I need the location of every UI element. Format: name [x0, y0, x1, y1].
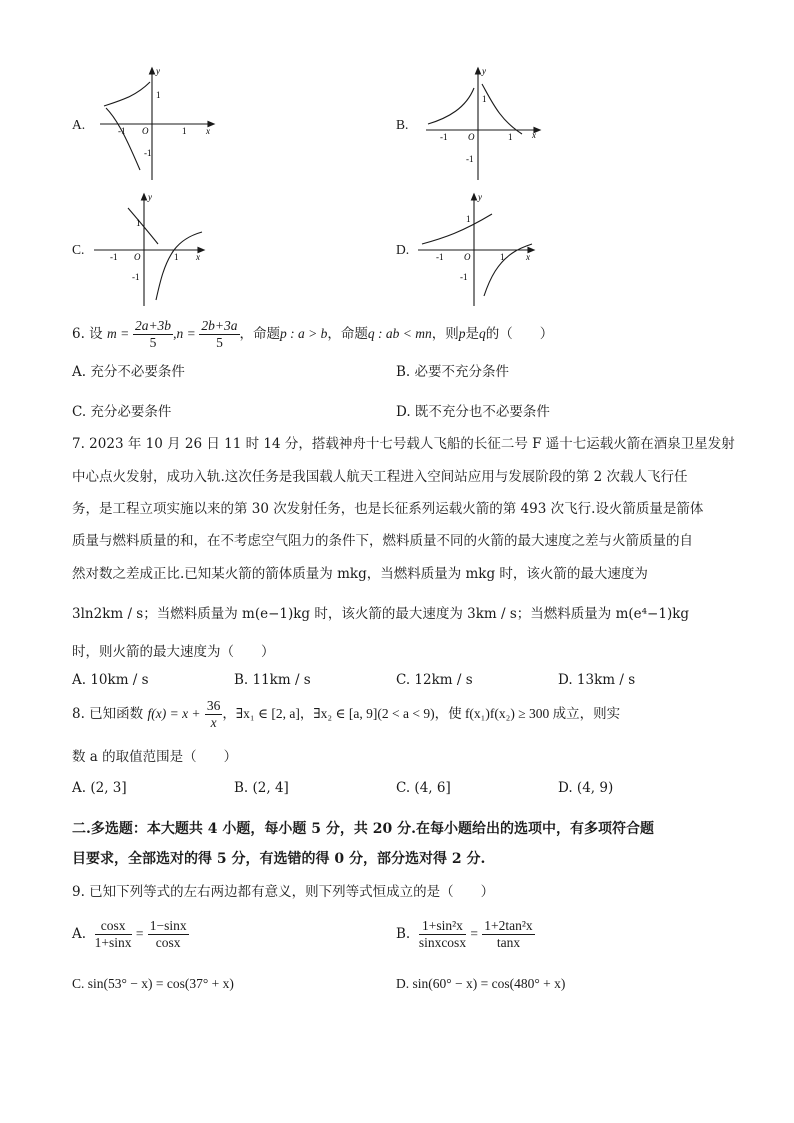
q9-option-c[interactable]: C. sin(53° − x) = cos(37° + x): [72, 976, 234, 991]
svg-text:1: 1: [508, 132, 513, 142]
curve-a-upper: [104, 82, 150, 106]
svg-text:x: x: [196, 252, 200, 262]
option-b-label[interactable]: B.: [396, 117, 409, 132]
svg-text:x: x: [526, 252, 530, 262]
graph-c[interactable]: [90, 190, 220, 310]
origin-label: O: [142, 126, 149, 136]
svg-text:O: O: [464, 252, 471, 262]
q6-m-fraction: $\frac{2a+3b}{5}$: [134, 318, 172, 350]
section-2-heading-line-2: 目要求，全部选对的得 5 分，有选错的得 0 分，部分选对得 2 分.: [72, 851, 486, 867]
svg-text:1: 1: [136, 218, 141, 228]
svg-text:-1: -1: [132, 272, 140, 282]
q6-option-c[interactable]: C. 充分必要条件: [72, 404, 172, 420]
svg-text:y: y: [148, 192, 152, 202]
q6-stem: 6. 设 m = $\frac{2a+3b}{5}$ ,n = $\frac{2b+3a}{5}$ ，命题p : a > b，命题q : ab < mn，则p是q的（ ）: [72, 318, 554, 350]
curve-d-left: [422, 214, 492, 244]
q6-option-d[interactable]: D. 既不充分也不必要条件: [396, 404, 550, 420]
q8-line-2: 数 a 的取值范围是（ ）: [72, 749, 238, 765]
svg-text:O: O: [468, 132, 475, 142]
svg-text:1: 1: [466, 214, 471, 224]
q7-option-c[interactable]: C. 12km / s: [396, 672, 473, 688]
svg-text:1: 1: [482, 94, 487, 104]
svg-text:x: x: [532, 130, 536, 140]
q8-option-d[interactable]: D. (4, 9): [558, 780, 614, 796]
q7-line-7: 时，则火箭的最大速度为（ ）: [72, 644, 275, 660]
q7-line-4: 质量与燃料质量的和，在不考虑空气阻力的条件下，燃料质量不同的火箭的最大速度之差与火箭质量的自: [72, 533, 693, 549]
svg-text:-1: -1: [466, 154, 474, 164]
q9-stem: 9. 已知下列等式的左右两边都有意义，则下列等式恒成立的是（ ）: [72, 884, 495, 900]
curve-d-right: [484, 244, 532, 296]
q8-stem: 8. 已知函数 f(x) = x + $\frac{36}{x}$ ，∃x₁ ∈ [2, a]，∃x₂ ∈ [a, 9](2 < a < 9)，使 f(x₁)f(x₂) ≥ 300 成立，则实: [72, 698, 621, 730]
svg-text:y: y: [482, 66, 486, 76]
svg-text:1: 1: [174, 252, 179, 262]
curve-c-right: [156, 232, 202, 300]
svg-text:-1: -1: [436, 252, 444, 262]
tick-x-neg1: -1: [118, 126, 126, 136]
q7-option-b[interactable]: B. 11km / s: [234, 672, 311, 688]
q7-line-3: 务，是工程立项实施以来的第 30 次发射任务，也是长征系列运载火箭的第 493 次飞行.设火箭质量是箭体: [72, 501, 704, 517]
graph-a[interactable]: [92, 62, 222, 182]
q6-option-a[interactable]: A. 充分不必要条件: [72, 364, 185, 380]
q7-option-d[interactable]: D. 13km / s: [558, 672, 636, 688]
option-a-label[interactable]: A.: [72, 117, 86, 132]
svg-text:O: O: [134, 252, 141, 262]
q7-line-1: 7. 2023 年 10 月 26 日 11 时 14 分，搭载神舟十七号载人飞船的长征二号 F 遥十七运载火箭在酒泉卫星发射: [72, 436, 735, 452]
axis-x-label: x: [206, 126, 210, 136]
tick-y-1: 1: [156, 90, 161, 100]
q8-option-c[interactable]: C. (4, 6]: [396, 780, 451, 796]
svg-text:1: 1: [500, 252, 505, 262]
curve-c-left: [128, 208, 158, 244]
q6-option-b[interactable]: B. 必要不充分条件: [396, 364, 510, 380]
tick-x-1: 1: [182, 126, 187, 136]
q7-line-2: 中心点火发射，成功入轨.这次任务是我国载人航天工程进入空间站应用与发展阶段的第 2 次载人飞行任: [72, 469, 688, 485]
q7-line-6: 3ln2km / s；当燃料质量为 m(e−1)kg 时，该火箭的最大速度为 3km / s；当燃料质量为 m(e⁴−1)kg: [72, 606, 690, 622]
q9-option-b[interactable]: B. $\frac{\text{1+sin²x}}{\text{sinxcosx}}$ = $\frac{\text{1+2tan²x}}{\tan x}$: [396, 918, 533, 950]
axis-y-label: y: [156, 66, 160, 76]
tick-y-neg1: -1: [144, 148, 152, 158]
q7-option-a[interactable]: A. 10km / s: [72, 672, 149, 688]
curve-b-right: [482, 84, 522, 134]
q8-option-a[interactable]: A. (2, 3]: [72, 780, 127, 796]
q8-option-b[interactable]: B. (2, 4]: [234, 780, 289, 796]
q9-option-a[interactable]: A. $\frac{\cos x}{1+\sin x}$ = $\frac{1-\sin x}{\cos x}$: [72, 918, 187, 950]
curve-b-left: [428, 88, 474, 124]
q7-line-5: 然对数之差成正比.已知某火箭的箭体质量为 mkg，当燃料质量为 mkg 时，该火箭的最大速度为: [72, 566, 648, 582]
svg-text:-1: -1: [110, 252, 118, 262]
option-c-label[interactable]: C.: [72, 242, 85, 257]
graph-b[interactable]: [418, 62, 548, 182]
graph-d[interactable]: [414, 190, 544, 310]
curve-a-lower: [106, 108, 140, 170]
svg-text:-1: -1: [460, 272, 468, 282]
svg-text:y: y: [478, 192, 482, 202]
option-d-label[interactable]: D.: [396, 242, 410, 257]
q8-fraction: $\frac{36}{x}$: [206, 698, 221, 730]
q6-n-fraction: $\frac{2b+3a}{5}$: [201, 318, 238, 350]
svg-text:-1: -1: [440, 132, 448, 142]
q9-option-d[interactable]: D. sin(60° − x) = cos(480° + x): [396, 976, 566, 991]
section-2-heading-line-1: 二.多选题：本大题共 4 小题，每小题 5 分，共 20 分.在每小题给出的选项中，有多项符合题: [72, 821, 654, 837]
